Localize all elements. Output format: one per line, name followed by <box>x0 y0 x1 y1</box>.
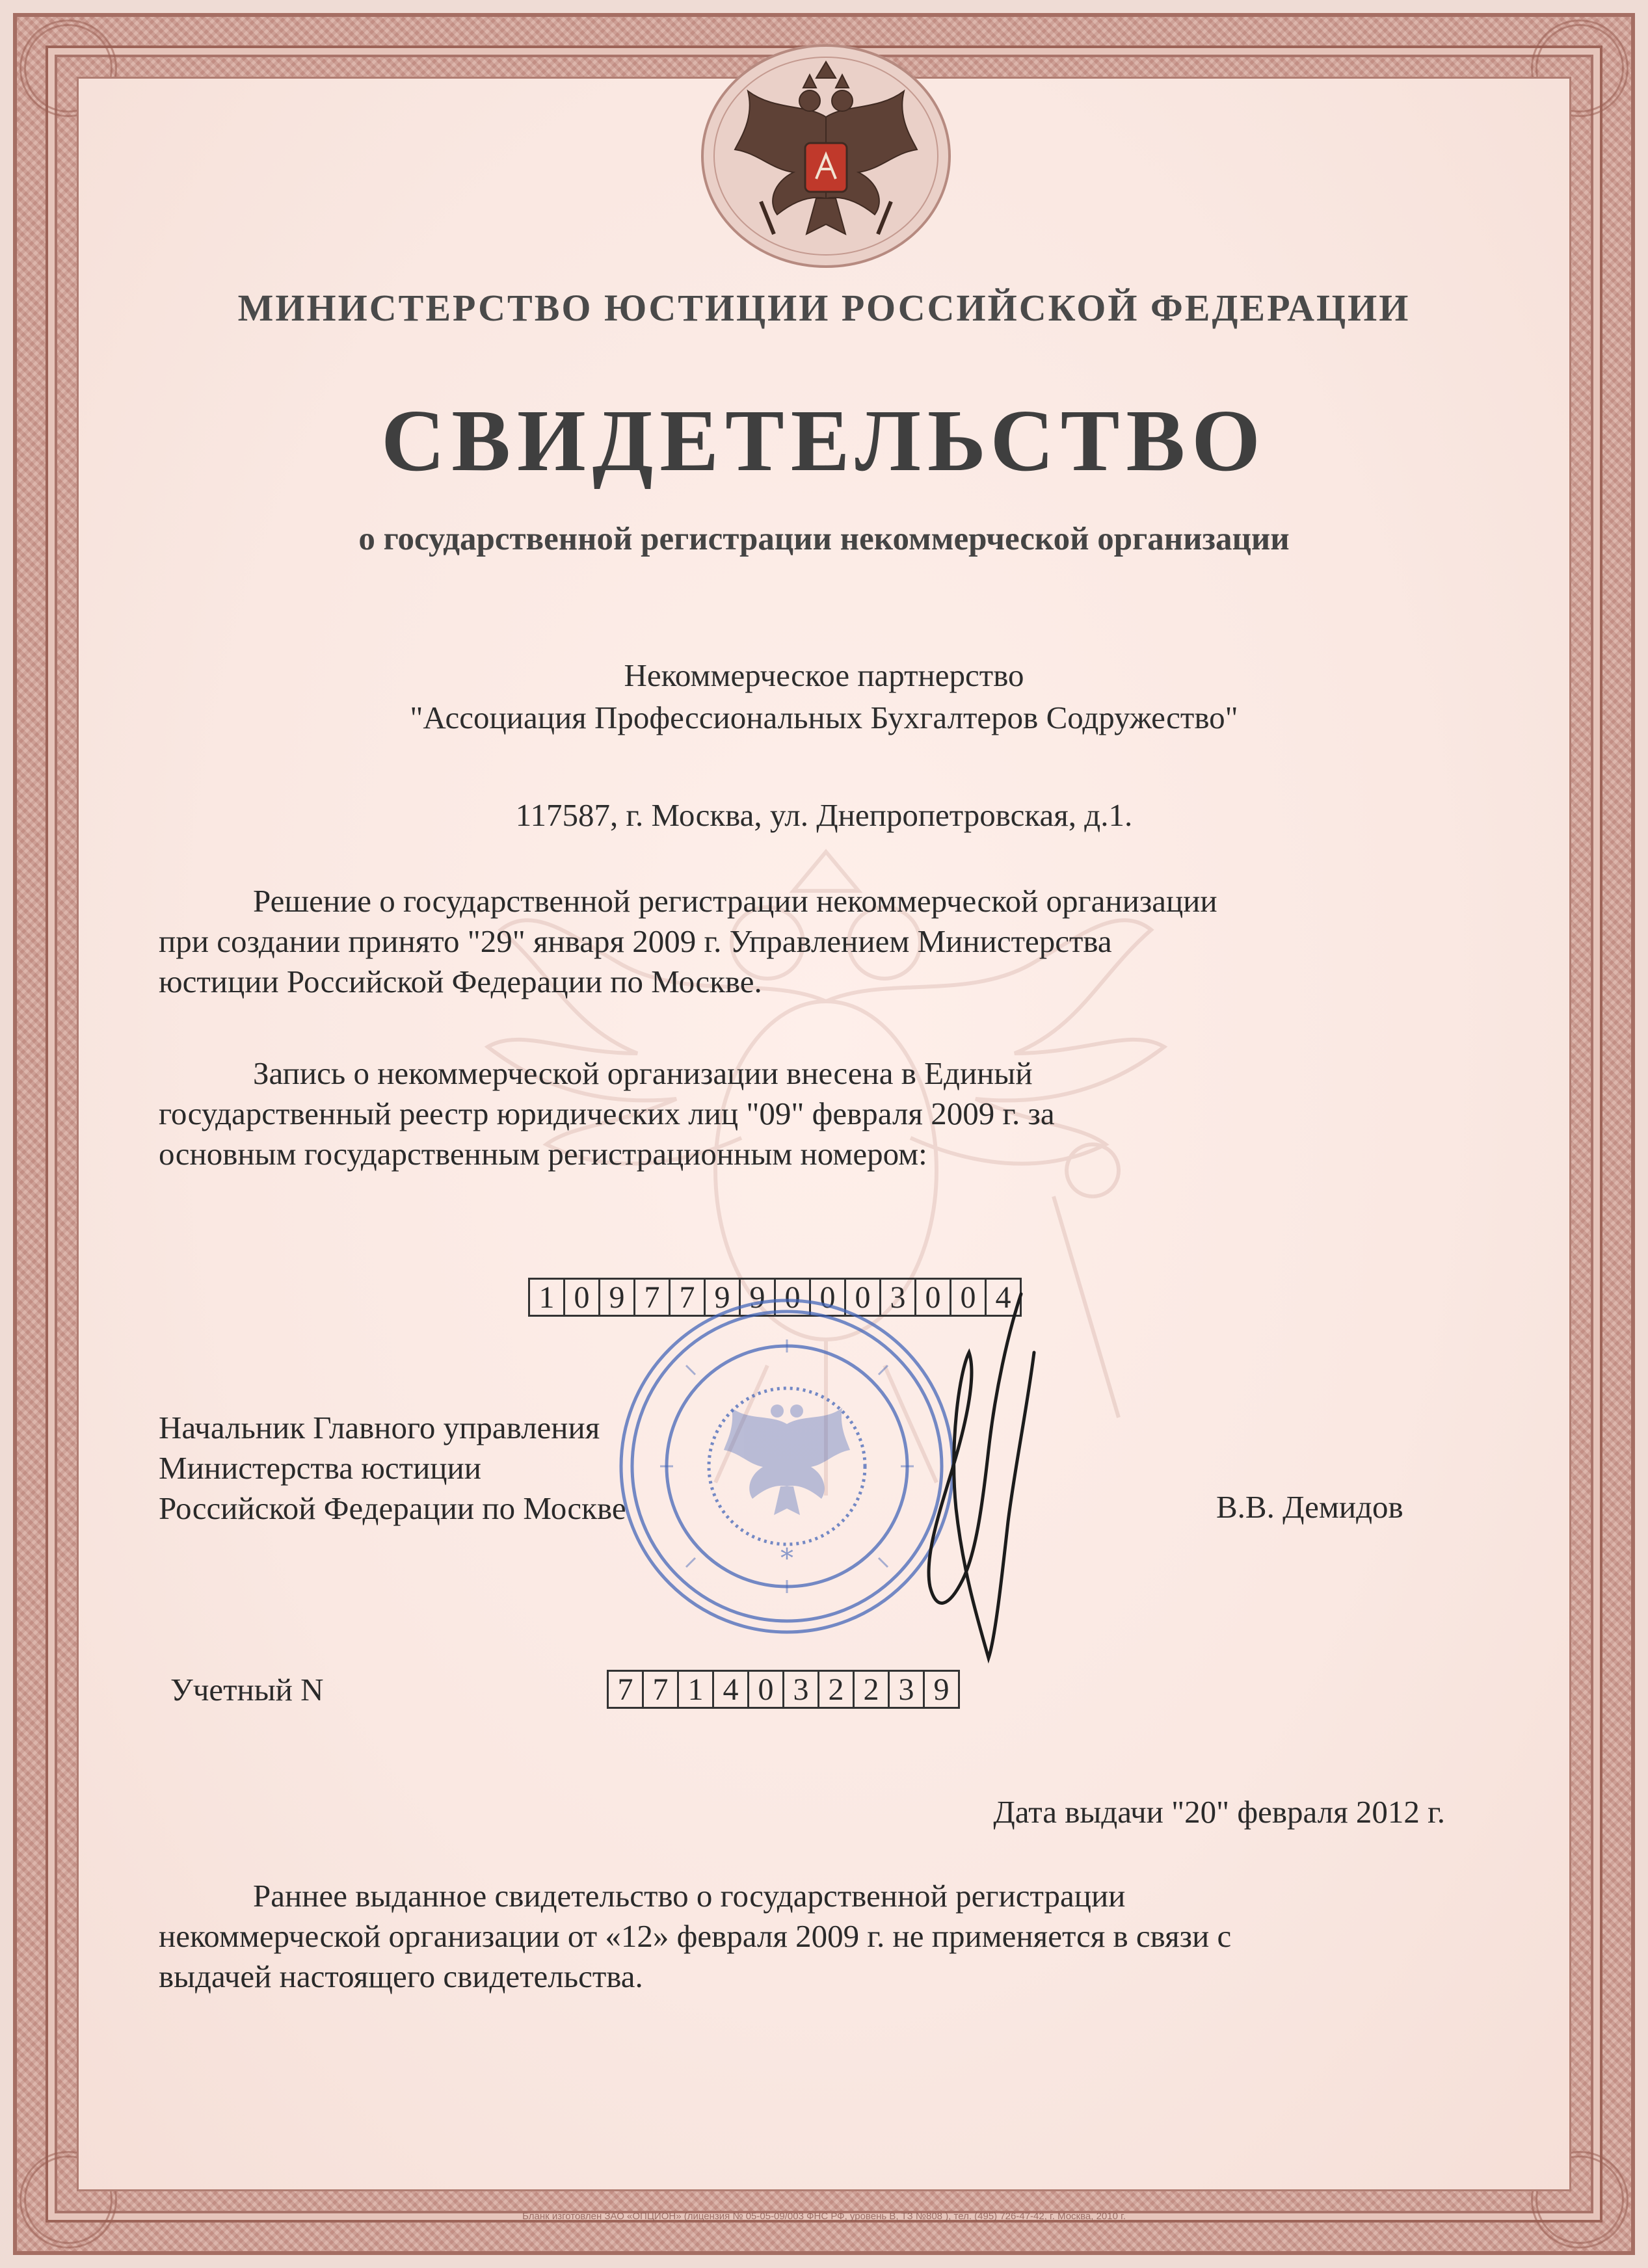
digit-box: 3 <box>879 1278 916 1317</box>
digit-box: 7 <box>633 1278 671 1317</box>
digit-box: 1 <box>677 1670 714 1709</box>
register-record-paragraph <box>159 1053 1465 1174</box>
organization-name: "Ассоциация Профессиональных Бухгалтеров Содружество" <box>410 700 1238 735</box>
digit-box: 9 <box>739 1278 776 1317</box>
ministry-heading: МИНИСТЕРСТВО ЮСТИЦИИ РОССИЙСКОЙ ФЕДЕРАЦИИ <box>237 287 1411 329</box>
digit-box: 0 <box>747 1670 784 1709</box>
digit-box: 7 <box>642 1670 679 1709</box>
earlier-certificate-paragraph <box>159 1876 1465 1997</box>
digit-box: 1 <box>528 1278 565 1317</box>
digit-box: 0 <box>914 1278 951 1317</box>
digit-box: 0 <box>809 1278 846 1317</box>
account-number-label: Учетный N <box>170 1672 324 1708</box>
digit-box: 2 <box>817 1670 855 1709</box>
signatory-line: Российской Федерации по Москве <box>159 1490 626 1526</box>
paragraph-line: государственный реестр юридических лиц "09" февраля 2009 г. за <box>159 1096 1055 1131</box>
issue-date: Дата выдачи "20" февраля 2012 г. <box>993 1794 1445 1830</box>
digit-box: 9 <box>923 1670 960 1709</box>
digit-box: 0 <box>563 1278 600 1317</box>
digit-box: 0 <box>844 1278 881 1317</box>
paragraph-line: юстиции Российской Федерации по Москве. <box>159 964 762 999</box>
digit-box: 3 <box>782 1670 819 1709</box>
organization-address: 117587, г. Москва, ул. Днепропетровская, д.1. <box>515 797 1133 833</box>
form-printer-imprint: Бланк изготовлен ЗАО «ОПЦИОН» (лицензия № 05-05-09/003 ФНС РФ, уровень В, ТЗ №808 ), тел. (495) 726-47-42, г. Москва, 2010 г. <box>522 2211 1126 2222</box>
paragraph-line: выдачей настоящего свидетельства. <box>159 1958 643 1994</box>
account-number-boxes <box>609 1670 960 1709</box>
digit-box: 7 <box>669 1278 706 1317</box>
digit-box: 9 <box>704 1278 741 1317</box>
organization-type: Некоммерческое партнерство <box>624 657 1024 693</box>
digit-box: 4 <box>985 1278 1022 1317</box>
paragraph-line: основным государственным регистрационным номером: <box>159 1136 927 1172</box>
russian-coat-of-arms-icon <box>696 39 956 273</box>
paragraph-line: Решение о государственной регистрации некоммерческой организации <box>253 883 1217 919</box>
document-title: СВИДЕТЕЛЬСТВО <box>381 392 1267 490</box>
digit-box: 4 <box>712 1670 749 1709</box>
registration-decision-paragraph <box>159 881 1465 1002</box>
digit-box: 0 <box>950 1278 987 1317</box>
signatory-name: В.В. Демидов <box>1216 1489 1403 1525</box>
handwritten-signature <box>897 1274 1067 1678</box>
digit-box: 9 <box>598 1278 635 1317</box>
digit-box: 7 <box>607 1670 644 1709</box>
paragraph-line: Запись о некоммерческой организации внесена в Единый <box>253 1055 1033 1091</box>
signatory-line: Министерства юстиции <box>159 1450 481 1486</box>
signatory-title <box>159 1408 626 1529</box>
paragraph-line: при создании принято "29" января 2009 г. Управлением Министерства <box>159 923 1112 959</box>
digit-box: 3 <box>888 1670 925 1709</box>
signatory-line: Начальник Главного управления <box>159 1410 600 1445</box>
svg-text:*: * <box>780 1544 793 1574</box>
digit-box: 0 <box>774 1278 811 1317</box>
digit-box: 2 <box>853 1670 890 1709</box>
paragraph-line: некоммерческой организации от «12» февраля 2009 г. не применяется в связи с <box>159 1918 1232 1954</box>
paragraph-line: Раннее выданное свидетельство о государственной регистрации <box>253 1878 1126 1914</box>
document-subtitle: о государственной регистрации некоммерческой организации <box>358 521 1290 557</box>
